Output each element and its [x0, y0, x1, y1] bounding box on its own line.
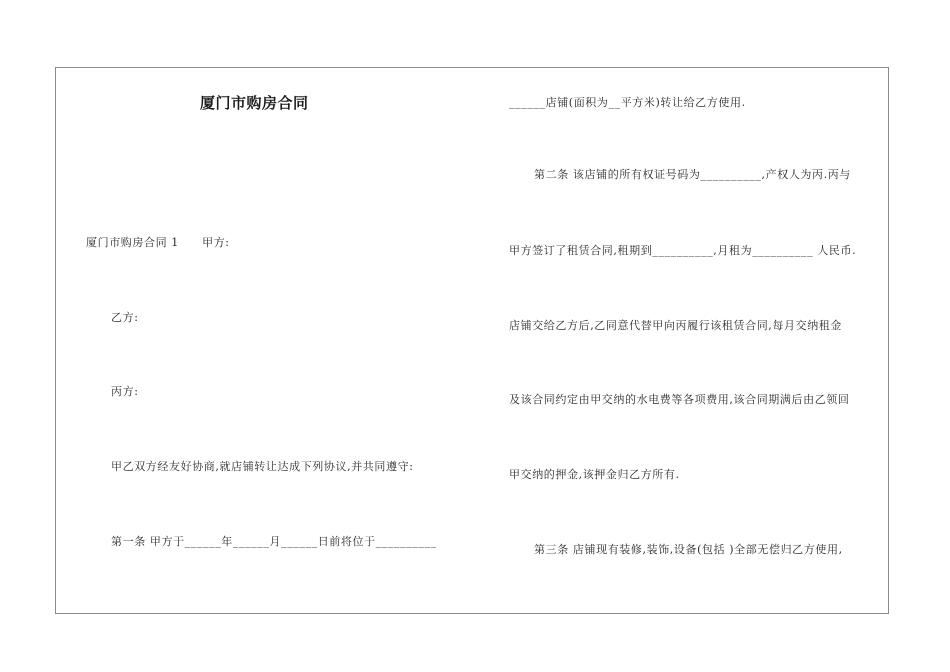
right-line-4: 店铺交给乙方后,乙同意代替甲向丙履行该租赁合同,每月交纳租金 — [509, 319, 842, 332]
party-c-line: 丙方: — [111, 385, 139, 398]
party-b-line: 乙方: — [111, 311, 139, 324]
article-3-line: 第三条 店铺现有装修,装饰,设备(包括 )全部无偿归乙方使用, — [534, 543, 843, 556]
right-line-6: 甲交纳的押金,该押金归乙方所有. — [509, 468, 680, 481]
article-2-line: 第二条 该店铺的所有权证号码为__________,产权人为丙.丙与 — [534, 168, 851, 181]
right-line-5: 及该合同约定由甲交纳的水电费等各项费用,该合同期满后由乙领回 — [509, 393, 850, 406]
heading-party-a-line: 厦门市购房合同 1 甲方: — [86, 236, 230, 249]
right-line-1: ______店铺(面积为__平方米)转让给乙方使用. — [509, 96, 746, 109]
article-1-line: 第一条 甲方于______年______月______日前将位于__________ — [111, 535, 437, 548]
intro-paragraph: 甲乙双方经友好协商,就店铺转让达成下列协议,并共同遵守: — [111, 460, 414, 473]
document-title: 厦门市购房合同 — [200, 94, 309, 112]
right-line-3: 甲方签订了租赁合同,租期到__________,月租为__________ 人民币. — [509, 244, 857, 257]
page-frame — [55, 67, 889, 614]
